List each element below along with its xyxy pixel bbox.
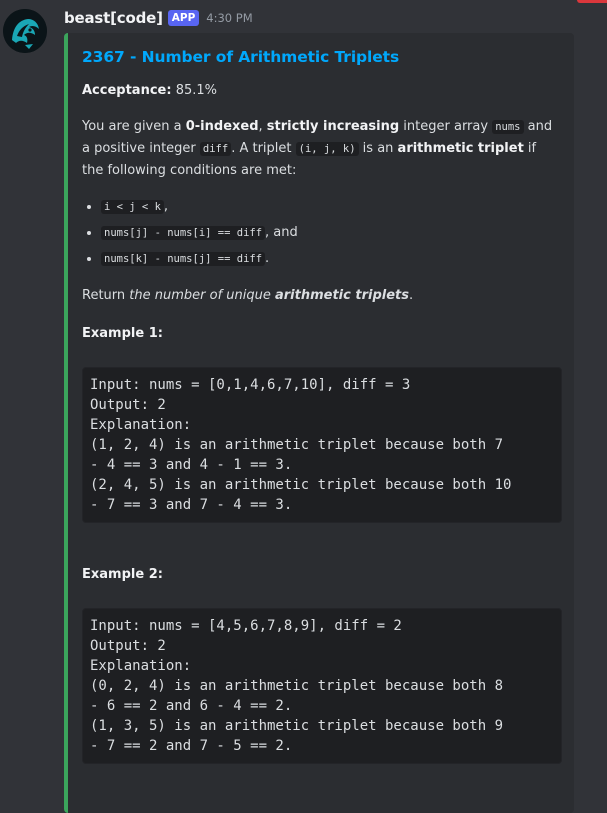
username[interactable]: beast[code]: [64, 9, 163, 27]
desc-text: if the following conditions are met:: [82, 141, 537, 178]
return-text: Return: [82, 288, 130, 303]
inline-code: diff: [200, 142, 231, 156]
beast-logo-icon: [3, 9, 47, 53]
app-badge: APP: [168, 10, 200, 26]
message-header: [64, 8, 253, 28]
desc-text: . A triplet: [231, 141, 296, 156]
avatar[interactable]: [3, 9, 47, 53]
problem-description: [82, 116, 560, 181]
example-1-code-block[interactable]: Input: nums = [0,1,4,6,7,10], diff = 3 Output: 2 Explanation: (1, 2, 4) is an arithmetic triplet because both 7 - 4 == 3 and 4 - 1 == 3. (2, 4, 5) is an arithmetic triplet because both 10 - 7 == 3 and 7 - 4 == 3.: [82, 367, 562, 523]
desc-text: You are given a: [82, 119, 186, 134]
acceptance-value: 85.1%: [175, 83, 218, 98]
return-text: .: [409, 288, 414, 303]
desc-text: integer array: [399, 119, 493, 134]
acceptance-label: Acceptance:: [82, 83, 172, 98]
embed-title-link[interactable]: 2367 - Number of Arithmetic Triplets: [82, 48, 400, 66]
timestamp[interactable]: 4:30 PM: [206, 11, 253, 25]
inline-code: nums[j] - nums[i] == diff: [101, 226, 265, 240]
desc-text: and a positive integer: [82, 119, 553, 156]
list-item: [101, 194, 560, 220]
notification-indicator: [577, 0, 607, 3]
acceptance-line: [82, 83, 560, 98]
list-item-suffix: , and: [265, 225, 298, 240]
desc-text: is an: [358, 141, 398, 156]
desc-bold: 0-indexed: [185, 119, 259, 134]
list-item: [101, 246, 560, 272]
conditions-list: [82, 194, 560, 272]
list-item: [101, 220, 560, 246]
return-bold-italic: arithmetic triplets: [275, 288, 409, 303]
return-statement: [82, 288, 560, 303]
inline-code: nums: [492, 120, 523, 134]
return-italic: the number of unique: [129, 288, 275, 303]
inline-code: (i, j, k): [296, 142, 359, 156]
inline-code: i < j < k: [101, 200, 164, 214]
example-2-heading: Example 2:: [82, 567, 163, 582]
example-2-code-block[interactable]: Input: nums = [4,5,6,7,8,9], diff = 2 Output: 2 Explanation: (0, 2, 4) is an arithmetic triplet because both 8 - 6 == 2 and 6 - 4 == 2. (1, 3, 5) is an arithmetic triplet because both 9 - 7 == 2 and 7 - 5 == 2.: [82, 608, 562, 764]
example-1-heading: Example 1:: [82, 326, 163, 341]
desc-bold: arithmetic triplet: [397, 141, 524, 156]
inline-code: nums[k] - nums[j] == diff: [101, 252, 265, 266]
desc-text: ,: [258, 119, 267, 134]
list-item-suffix: .: [265, 251, 270, 266]
list-item-suffix: ,: [163, 199, 169, 214]
desc-bold: strictly increasing: [266, 119, 400, 134]
message-embed: [64, 33, 574, 813]
